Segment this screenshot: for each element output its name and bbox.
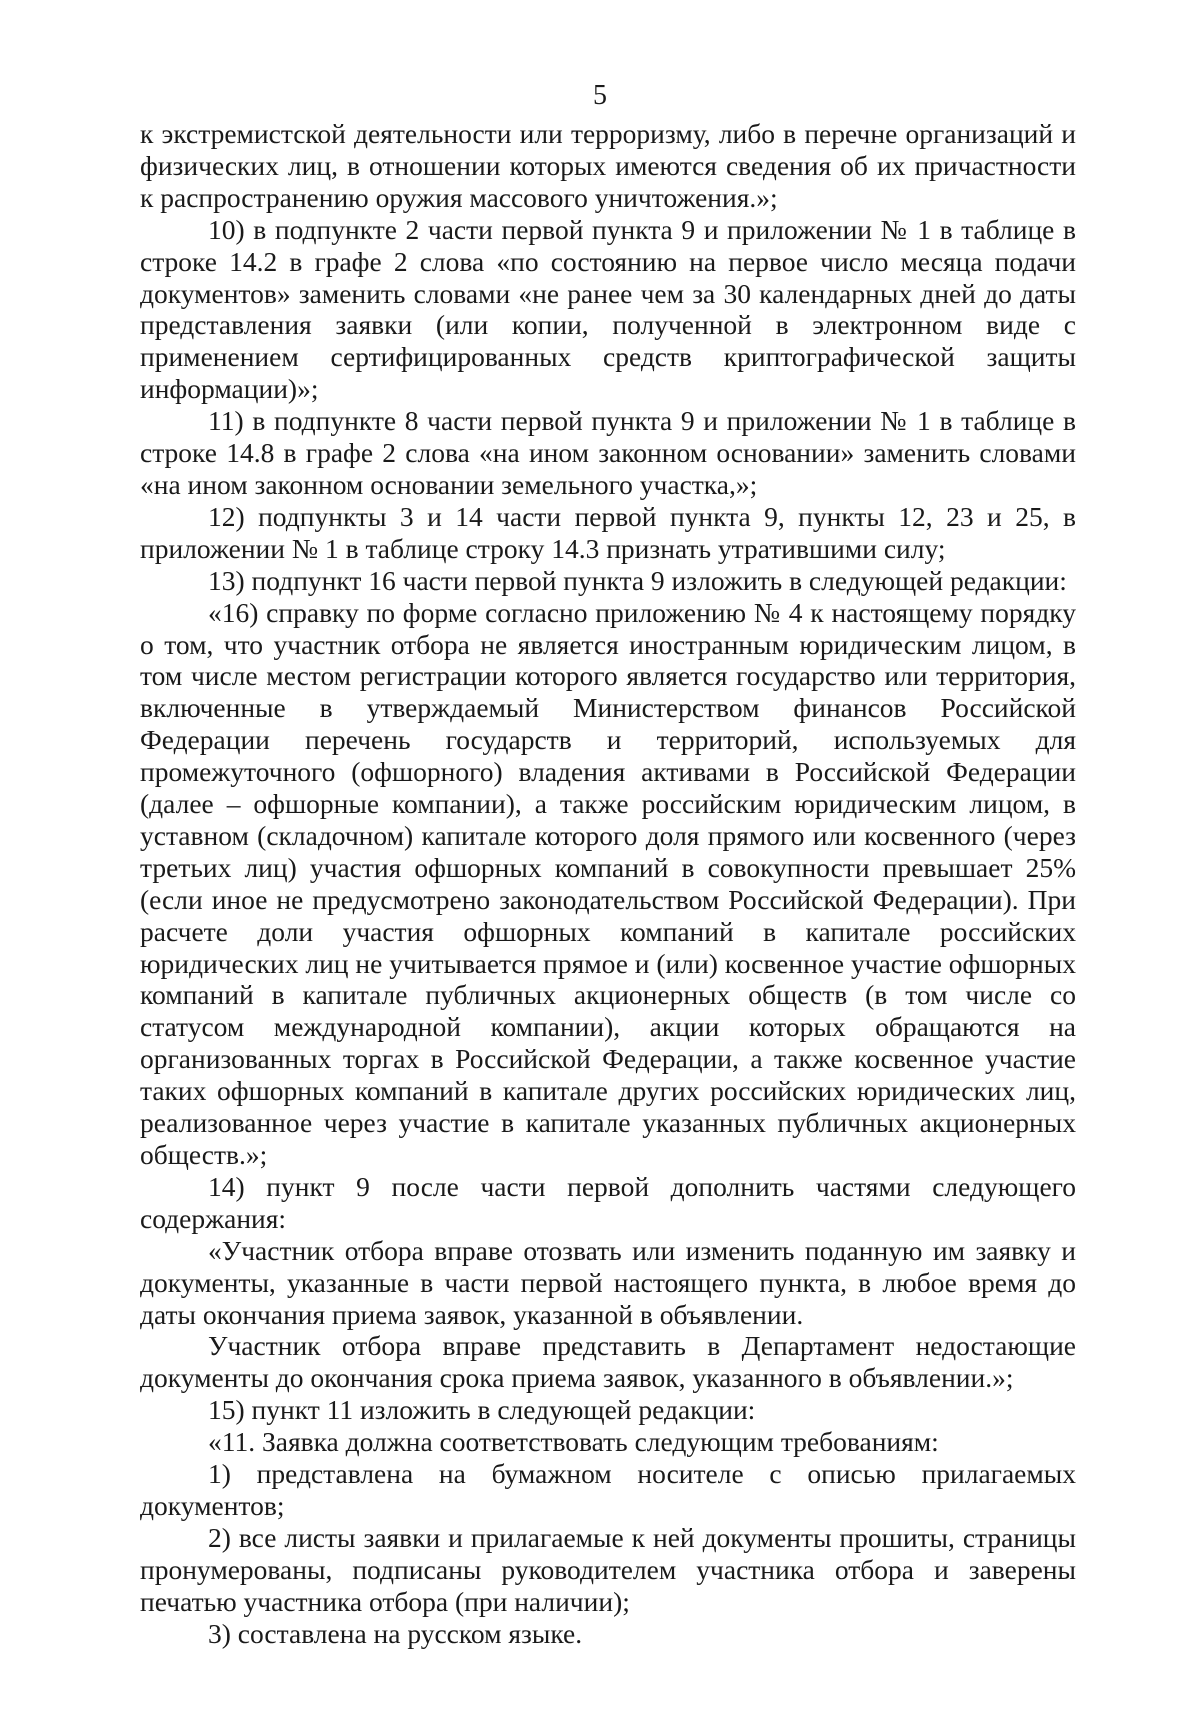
paragraph-quote-11: «11. Заявка должна соответствовать следующим требованиям: — [208, 1426, 939, 1458]
paragraph-quote-16: «16) справку по форме согласно приложению № 4 к настоящему порядку о том, что участник отбора не является иностранным юридическим лицом, в том числе местом регистрации которого является государство или территория, включенные в утверждаемый Министерством финансов Российской Федерации перечень государств и территорий, используемых для промежуточного (офшорного) владения активами в Российской Федерации (далее – офшорные компании), а также российским юридическим лицом, в уставном (складочном) капитале которого доля прямого или косвенного (через третьих лиц) участия офшорных компаний в совокупности превышает 25% (если иное не предусмотрено законодательством Российской Федерации). При расчете доли участия офшорных компаний в капитале российских юридических лиц не учитывается прямое и (или) косвенное участие офшорных компаний в капитале публичных акционерных обществ (в том числе со статусом международной компании), акции которых обращаются на организованных торгах в Российской Федерации, а также косвенное участие таких офшорных компаний в капитале других российских юридических лиц, реализованное через участие в капитале указанных публичных акционерных обществ.»; — [140, 596, 1076, 1170]
paragraph-item-13: 13) подпункт 16 части первой пункта 9 изложить в следующей редакции: — [208, 564, 1067, 596]
document-body — [140, 118, 1076, 1650]
requirement-2: 2) все листы заявки и прилагаемые к ней документы прошиты, страницы пронумерованы, подписаны руководителем участника отбора и заверены печатью участника отбора (при наличии); — [140, 1521, 1076, 1617]
paragraph-item-12: 12) подпункты 3 и 14 части первой пункта 9, пункты 12, 23 и 25, в приложении № 1 в таблице строку 14.3 признать утратившими силу; — [140, 500, 1076, 564]
paragraph-quote-withdraw: «Участник отбора вправе отозвать или изменить поданную им заявку и документы, указанные в части первой настоящего пункта, в любое время до даты окончания приема заявок, указанной в объявлении. — [140, 1234, 1076, 1330]
requirement-3: 3) составлена на русском языке. — [208, 1617, 583, 1649]
paragraph-item-10: 10) в подпункте 2 части первой пункта 9 и приложении № 1 в таблице в строке 14.2 в графе 2 слова «по состоянию на первое число месяца подачи документов» заменить словами «не ранее чем за 30 календарных дней до даты представления заявки (или копии, полученной в электронном виде с применением сертифицированных средств криптографической защиты информации)»; — [140, 213, 1076, 405]
requirement-1: 1) представлена на бумажном носителе с описью прилагаемых документов; — [140, 1458, 1076, 1521]
page-number: 5 — [593, 80, 607, 111]
paragraph-item-14: 14) пункт 9 после части первой дополнить частями следующего содержания: — [140, 1170, 1076, 1234]
paragraph-continuation: к экстремистской деятельности или терроризму, либо в перечне организаций и физических лиц, в отношении которых имеются сведения об их причастности к распространению оружия массового уничтожения.»; — [140, 118, 1076, 213]
paragraph-quote-missing-docs: Участник отбора вправе представить в Департамент недостающие документы до окончания срока приема заявок, указанного в объявлении.»; — [140, 1330, 1076, 1394]
paragraph-item-15: 15) пункт 11 изложить в следующей редакции: — [208, 1394, 756, 1426]
paragraph-item-11: 11) в подпункте 8 части первой пункта 9 и приложении № 1 в таблице в строке 14.8 в графе 2 слова «на ином законном основании» заменить словами «на ином законном основании земельного участка,»; — [140, 405, 1076, 500]
